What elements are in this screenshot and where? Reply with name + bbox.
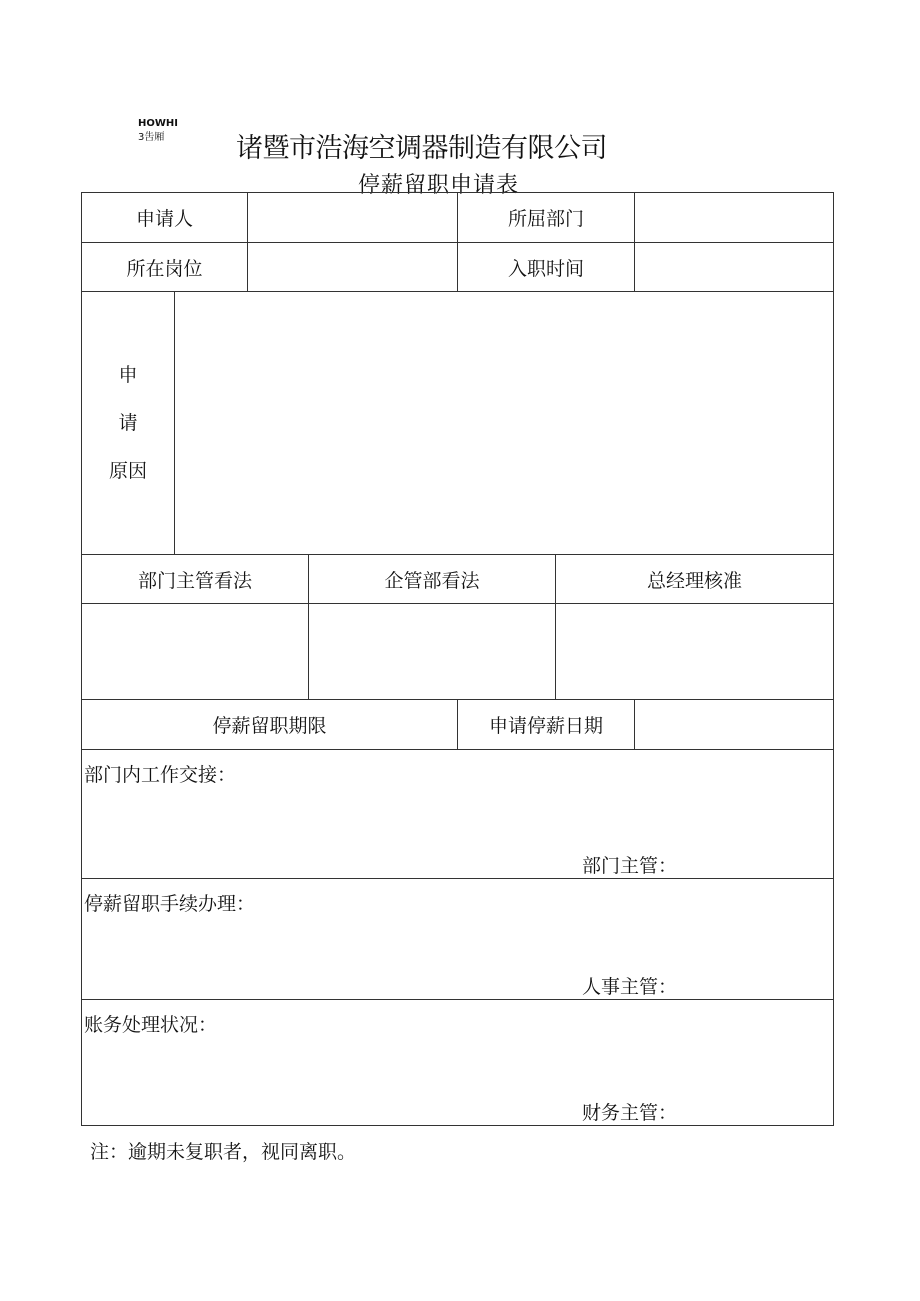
reason-label-line3: 原因 [108,460,147,482]
enterprise-mgmt-opinion-value[interactable] [309,604,556,700]
apply-date-value[interactable] [635,700,834,750]
dept-manager-opinion-label: 部门主管看法 [82,555,309,604]
procedure-section[interactable] [82,879,834,1000]
reason-label-line1: 申 [118,364,138,386]
accounts-signer: 财务主管： [582,1102,678,1124]
apply-date-label: 申请停薪日期 [458,700,635,750]
enterprise-mgmt-opinion-label: 企管部看法 [309,555,556,604]
procedure-signer: 人事主管： [582,976,678,998]
department-value[interactable] [635,193,834,243]
company-name: 诸暨市浩海空调器制造有限公司 [236,133,607,164]
position-label: 所在岗位 [82,243,248,292]
application-form [81,192,834,1126]
department-label: 所屈部门 [458,193,635,243]
procedure-label: 停薪留职手续办理： [84,893,256,915]
applicant-label: 申请人 [82,193,248,243]
general-manager-approval-value[interactable] [556,604,834,700]
general-manager-approval-label: 总经理核准 [556,555,834,604]
footnote: 注：逾期未复职者，视同离职。 [90,1141,357,1163]
period-label: 停薪留职期限 [82,700,458,750]
reason-label [82,292,175,555]
logo-text: HOWHI [138,118,178,129]
handover-label: 部门内工作交接： [84,764,237,786]
dept-manager-opinion-value[interactable] [82,604,309,700]
position-value[interactable] [248,243,458,292]
hire-date-label: 入职时间 [458,243,635,292]
reason-value[interactable] [175,292,834,555]
accounts-section[interactable] [82,1000,834,1126]
accounts-label: 账务处理状况： [84,1014,218,1036]
hire-date-value[interactable] [635,243,834,292]
handover-section[interactable] [82,750,834,879]
applicant-value[interactable] [248,193,458,243]
logo-subtext: 3吿厢 [138,132,165,143]
form-title: 停薪留职申请表 [358,173,520,198]
handover-signer: 部门主管： [582,855,678,877]
reason-label-line2: 请 [118,412,138,434]
